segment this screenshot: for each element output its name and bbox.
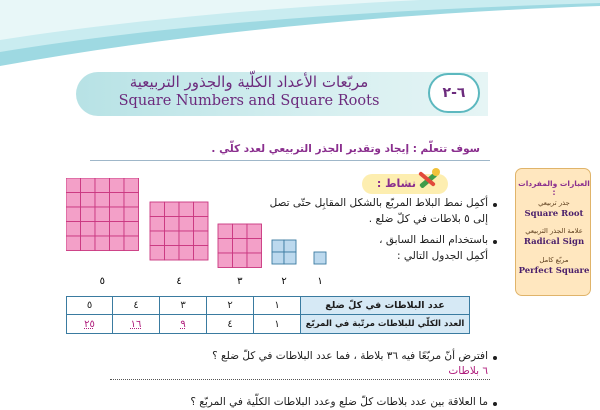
activity-instruction-1: أكمِل نمط البلاط المربّع بالشكل المقابِل حتّى تصل [269, 197, 488, 209]
square-label: ٤ [176, 276, 182, 287]
table-answer-cell: ٩ [159, 314, 207, 334]
tile [95, 236, 110, 251]
tile [194, 246, 209, 261]
tile [110, 178, 125, 193]
tile [150, 231, 165, 246]
vocab-term-english: Perfect Square [518, 266, 590, 276]
tile-square-2 [272, 240, 296, 264]
square-label: ١ [317, 276, 323, 287]
bullet-dot [493, 240, 497, 244]
decorative-header-waves [0, 0, 600, 70]
activity-instruction-1-cont: إلى ٥ بلاطات في كلّ ضلع . [368, 213, 488, 225]
question-relationship: ما العلاقة بين عدد بلاطات كلّ ضلع وعدد البلاطات الكلّية في المربّع ؟ [190, 396, 488, 408]
objective-divider [90, 160, 490, 161]
vocabulary-box [515, 168, 591, 296]
tile [110, 207, 125, 222]
learning-objective: سوف تتعلّم : إيجاد وتقدير الجذر التربيعي لعدد كلّي . [211, 143, 480, 155]
tile-pattern-figure [66, 178, 336, 288]
lesson-title-arabic: مربّعات الأعداد الكلّية والجذور التربيعية [129, 73, 369, 91]
table-answer-cell: ٢٥ [66, 314, 113, 334]
table-answer-cell: ١٦ [112, 314, 160, 334]
bullet-dot [493, 203, 497, 207]
tile [110, 222, 125, 237]
tile [218, 224, 233, 239]
tile [165, 217, 180, 232]
tile [124, 236, 139, 251]
tile [66, 222, 81, 237]
tile [150, 246, 165, 261]
tile [233, 253, 248, 268]
bullet-dot [493, 402, 497, 406]
tile [179, 246, 194, 261]
tile [150, 217, 165, 232]
tile [110, 193, 125, 208]
tile [272, 240, 284, 252]
tile [272, 252, 284, 264]
vocab-term-arabic: مربّع كامل [539, 256, 569, 264]
square-label: ٣ [237, 276, 243, 287]
tile [66, 178, 81, 193]
table-cell: ٤ [112, 296, 160, 315]
tile [179, 217, 194, 232]
tile [218, 253, 233, 268]
vocab-term-arabic: علامة الجذر التربيعي [525, 227, 583, 235]
tile-square-5 [66, 178, 139, 251]
table-cell: ٥ [66, 296, 113, 315]
tile [110, 236, 125, 251]
tile [165, 246, 180, 261]
tile-square-4 [150, 202, 208, 260]
tile [314, 252, 326, 264]
activity-label: نشاط : [376, 177, 416, 190]
tile [124, 178, 139, 193]
tile [124, 193, 139, 208]
table-cell: ١ [253, 314, 301, 334]
table-cell: ١ [253, 296, 301, 315]
tile [66, 193, 81, 208]
vocabulary-title: العبارات والمفردات : [518, 179, 590, 197]
tile [124, 207, 139, 222]
tile [95, 193, 110, 208]
tile [247, 253, 262, 268]
lesson-title-english: Square Numbers and Square Roots [118, 93, 380, 109]
tile [218, 239, 233, 254]
tile [95, 207, 110, 222]
table-cell: ٣ [159, 296, 207, 315]
square-label: ٢ [281, 276, 287, 287]
vocab-term-arabic: جذر تربيعي [538, 199, 570, 207]
tile [179, 231, 194, 246]
question-36-tiles: افترض أنّ مربّعًا فيه ٣٦ بلاطة ، فما عدد البلاطات في كلّ ضلع ؟ [212, 350, 488, 362]
tile [124, 222, 139, 237]
question-36-answer: ٦ بلاطات [448, 365, 488, 377]
tile [284, 252, 296, 264]
vocab-term-english: Square Root [524, 209, 584, 219]
square-label: ٥ [99, 276, 105, 287]
table-cell: ٢ [206, 296, 254, 315]
table-header-row1: عدد البلاطات في كلّ ضلع [300, 296, 470, 315]
tile [81, 207, 96, 222]
tile [284, 240, 296, 252]
tile [81, 178, 96, 193]
tile [95, 178, 110, 193]
vocab-term-english: Radical Sign [523, 237, 585, 247]
tile [150, 202, 165, 217]
tile [233, 239, 248, 254]
tile [81, 222, 96, 237]
tile-square-3 [218, 224, 262, 268]
tile [165, 231, 180, 246]
bullet-dot [493, 356, 497, 360]
tile [66, 207, 81, 222]
lesson-number-badge: ٦-٢ [428, 73, 480, 113]
tile [95, 222, 110, 237]
activity-instruction-2: باستخدام النمط السابق ، [379, 234, 488, 246]
tile [165, 202, 180, 217]
tile-square-1 [314, 252, 326, 264]
table-header-row2: العدد الكلّي للبلاطات مرتّبة في المربّع [300, 314, 470, 334]
answer-dotted-line [110, 379, 490, 380]
tile [194, 202, 209, 217]
tools-icon [412, 166, 442, 194]
tile [247, 239, 262, 254]
tile [81, 193, 96, 208]
tile [81, 236, 96, 251]
activity-instruction-2-cont: أكمِل الجدول التالي : [396, 250, 488, 262]
tile [179, 202, 194, 217]
tile [194, 217, 209, 232]
table-cell: ٤ [206, 314, 254, 334]
tile [194, 231, 209, 246]
tile [66, 236, 81, 251]
